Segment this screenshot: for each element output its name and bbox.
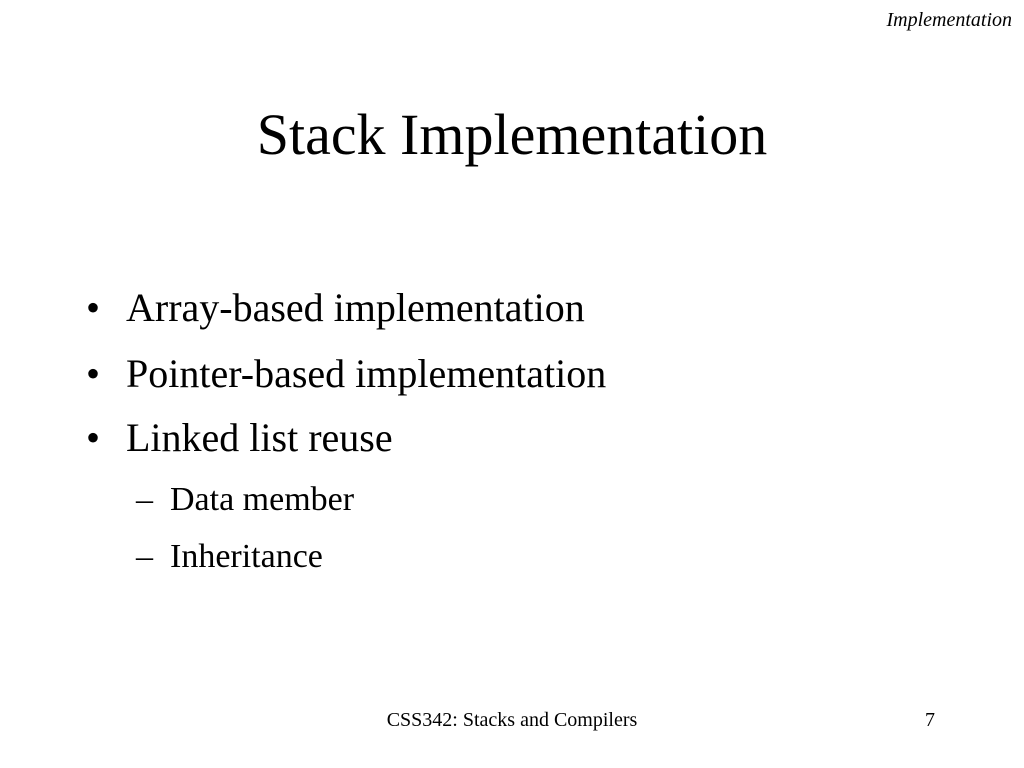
sub-bullet-marker: – [136, 538, 153, 575]
sub-bullet-item [136, 537, 323, 577]
slide-title: Stack Implementation [256, 102, 768, 167]
bullet-text: Linked list reuse [126, 415, 393, 460]
sub-bullet-text: Inheritance [170, 538, 323, 575]
bullet-item [86, 350, 606, 398]
sub-bullet-text: Data member [170, 481, 355, 518]
page-number: 7 [925, 709, 935, 731]
bullet-marker: • [86, 285, 101, 330]
bullet-text: Pointer-based implementation [126, 351, 607, 396]
bullet-marker: • [86, 351, 101, 396]
bullet-item [86, 284, 585, 332]
bullet-item [86, 414, 393, 462]
bullet-text: Array-based implementation [126, 285, 585, 330]
footer-course-title: CSS342: Stacks and Compilers [386, 709, 638, 731]
section-header: Implementation [886, 9, 1012, 31]
sub-bullet-marker: – [136, 481, 153, 518]
bullet-marker: • [86, 415, 101, 460]
sub-bullet-item [136, 480, 354, 520]
